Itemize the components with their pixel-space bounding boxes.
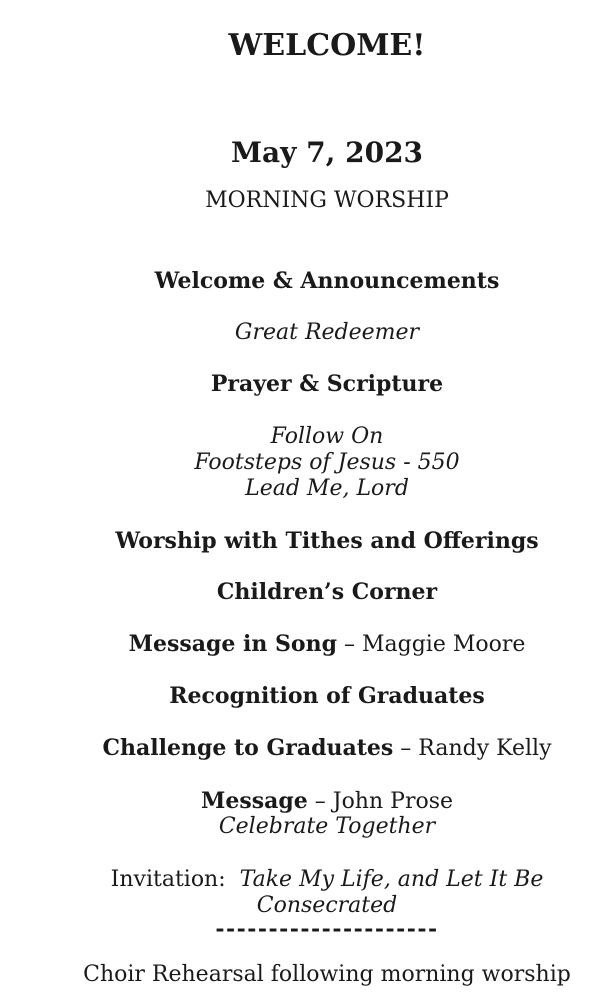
item-challenge-to-graduates — [50, 735, 604, 762]
message-presenter: – John Prose — [314, 789, 454, 814]
invitation-label: Invitation: — [110, 867, 226, 892]
invitation-hymn-line-2: Consecrated — [256, 893, 398, 918]
hymn-great-redeemer: Great Redeemer — [234, 320, 420, 345]
bulletin-content — [50, 0, 604, 1006]
item-message — [50, 788, 604, 815]
message-label: Message — [200, 788, 308, 814]
item-message-in-song — [50, 631, 604, 658]
challenge-presenter: – Randy Kelly — [400, 736, 552, 761]
hymn-follow-on: Follow On — [270, 424, 384, 449]
service-date: May 7, 2023 — [230, 136, 424, 169]
dashed-divider: --------------------- — [215, 916, 439, 942]
item-recognition-of-graduates: Recognition of Graduates — [169, 683, 485, 709]
item-invitation — [50, 867, 604, 893]
page-title: WELCOME! — [228, 28, 426, 63]
item-prayer-scripture: Prayer & Scripture — [210, 371, 444, 397]
hymn-celebrate-together: Celebrate Together — [218, 814, 436, 839]
message-in-song-presenter: – Maggie Moore — [343, 632, 526, 657]
invitation-hymn-line-1: Take My Life, and Let It Be — [239, 867, 544, 892]
service-name: MORNING WORSHIP — [205, 188, 449, 213]
item-childrens-corner: Children’s Corner — [216, 579, 438, 605]
item-tithes-offerings: Worship with Tithes and Offerings — [115, 528, 539, 554]
item-welcome-announcements: Welcome & Announcements — [154, 268, 500, 294]
hymn-footsteps-of-jesus: Footsteps of Jesus - 550 — [194, 450, 460, 475]
choir-rehearsal-announcement: Choir Rehearsal following morning worship — [83, 962, 571, 987]
message-in-song-label: Message in Song — [128, 631, 337, 657]
challenge-label: Challenge to Graduates — [102, 735, 394, 761]
hymn-lead-me-lord: Lead Me, Lord — [245, 476, 409, 501]
